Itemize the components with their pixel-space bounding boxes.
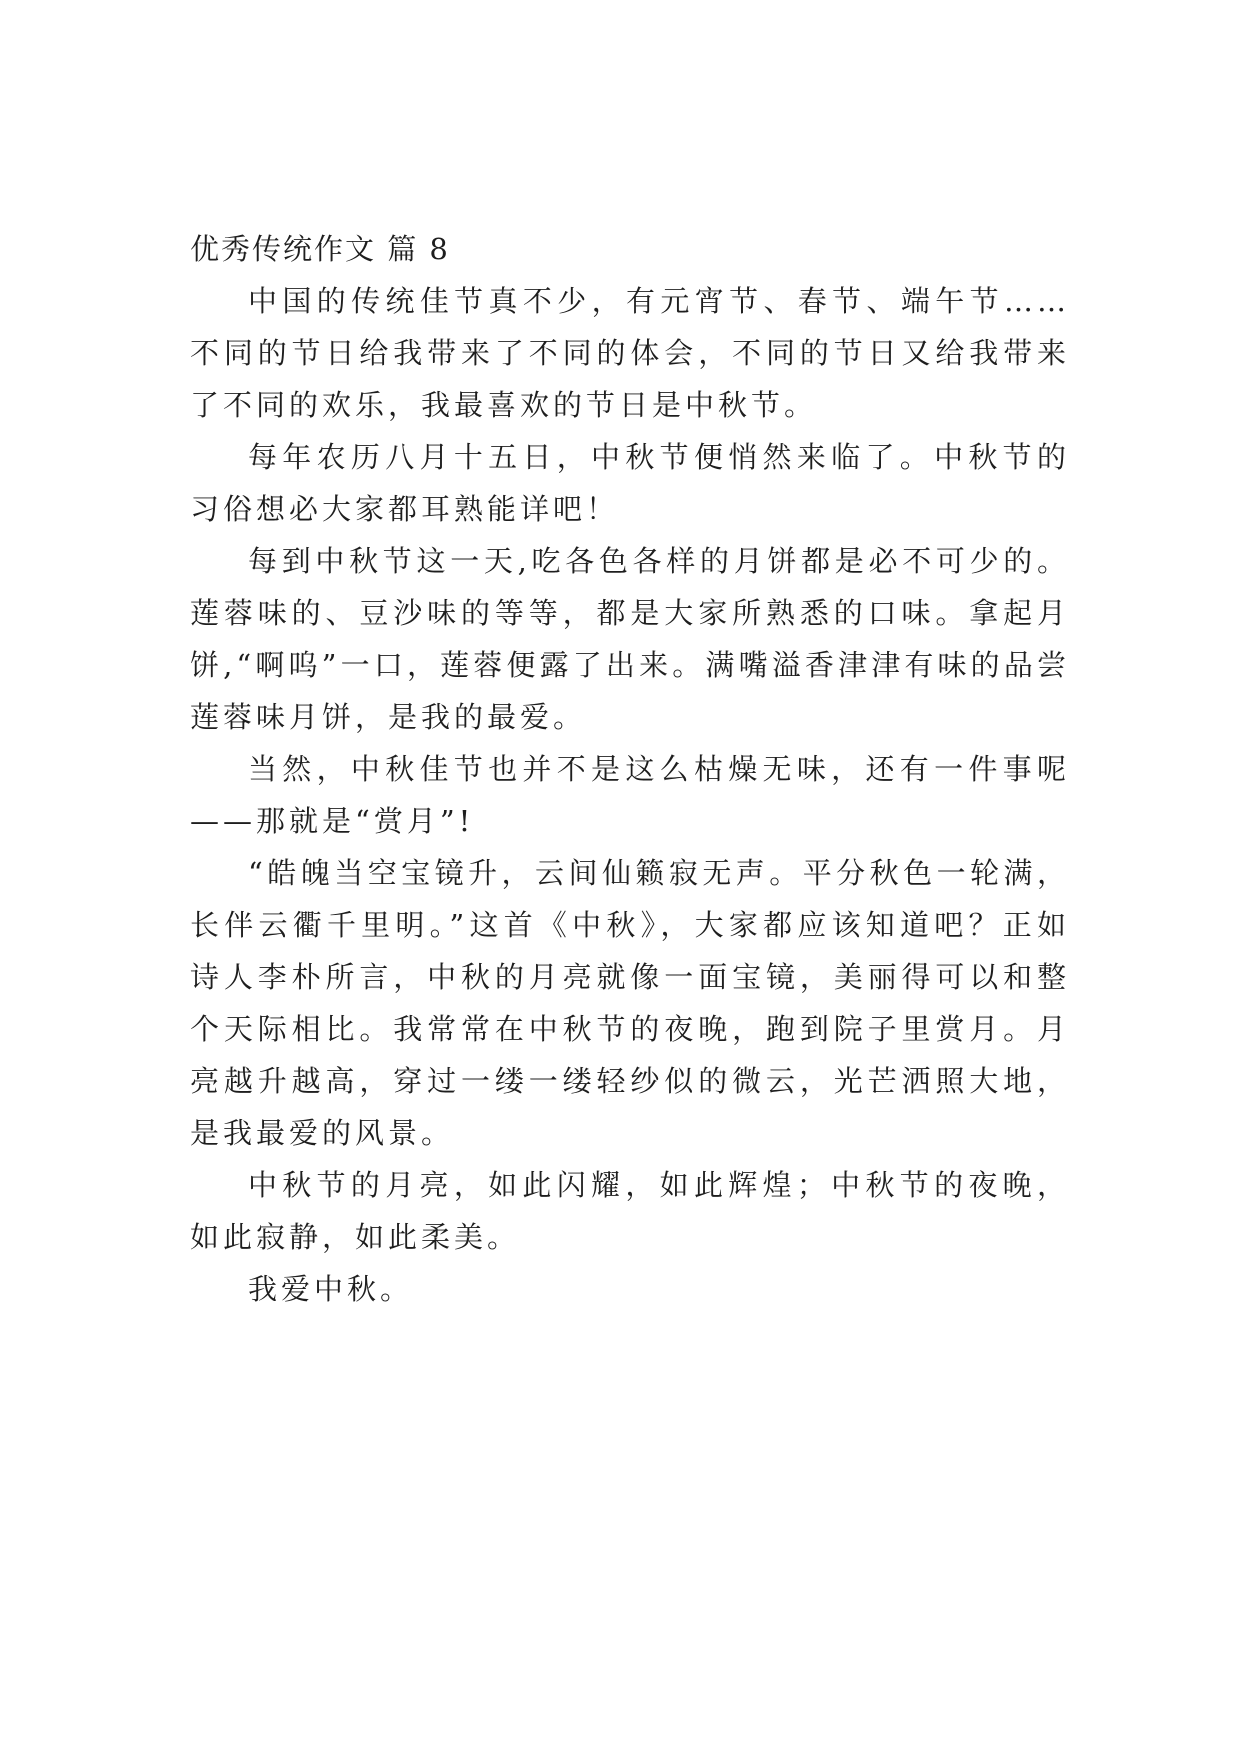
paragraph-1: 中国的传统佳节真不少，有元宵节、春节、端午节……不同的节日给我带来了不同的体会，不同的节日又给我带来了不同的欢乐，我最喜欢的节日是中秋节。: [190, 284, 1070, 422]
essay-title: 优秀传统作文 篇 8: [190, 232, 450, 266]
paragraph-7: 我爱中秋。: [248, 1272, 414, 1306]
paragraph-2: 每年农历八月十五日，中秋节便悄然来临了。中秋节的习俗想必大家都耳熟能详吧！: [190, 440, 1070, 526]
paragraph-6: 中秋节的月亮，如此闪耀，如此辉煌；中秋节的夜晚，如此寂静，如此柔美。: [190, 1168, 1070, 1254]
paragraph-4: 当然，中秋佳节也并不是这么枯燥无味，还有一件事呢——那就是“赏月”!: [190, 752, 1070, 838]
document-body: [190, 223, 1070, 1315]
paragraph-5: “皓魄当空宝镜升，云间仙籁寂无声。平分秋色一轮满，长伴云衢千里明。”这首《中秋》，大家都应该知道吧？正如诗人李朴所言，中秋的月亮就像一面宝镜，美丽得可以和整个天际相比。我常常在中秋节的夜晚，跑到院子里赏月。月亮越升越高，穿过一缕一缕轻纱似的微云，光芒洒照大地，是我最爱的风景。: [190, 856, 1070, 1150]
paragraph-3: 每到中秋节这一天,吃各色各样的月饼都是必不可少的。莲蓉味的、豆沙味的等等，都是大家所熟悉的口味。拿起月饼,“啊呜”一口，莲蓉便露了出来。满嘴溢香津津有味的品尝莲蓉味月饼，是我的最爱。: [190, 544, 1070, 734]
